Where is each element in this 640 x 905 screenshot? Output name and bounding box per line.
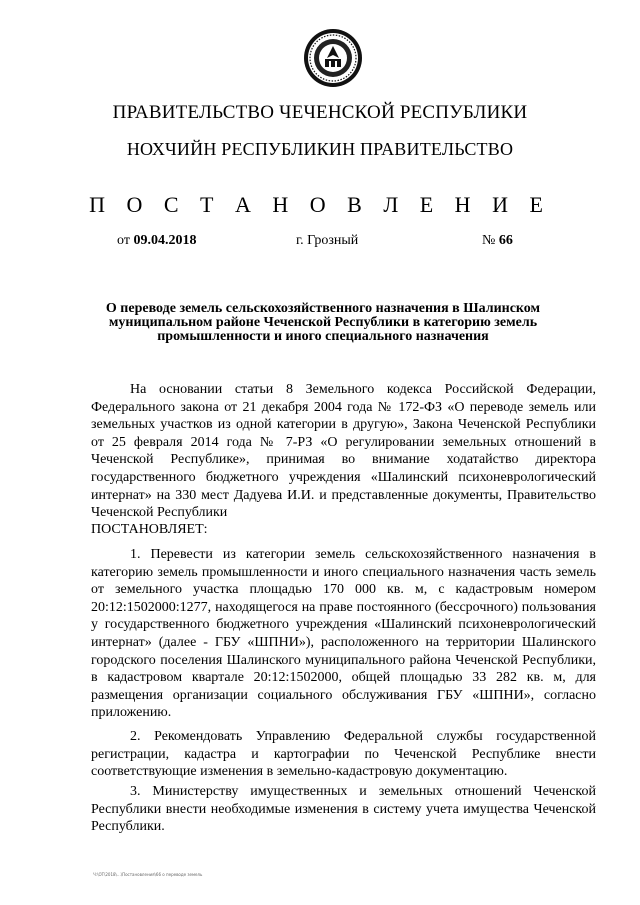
decree-date-value: 09.04.2018: [133, 233, 197, 248]
decree-number: [482, 233, 513, 249]
preamble-paragraph: На основании статьи 8 Земельного кодекса Российской Федерации, Федерального закона от 21 декабря 2004 года № 172-ФЗ «О переводе земель или земельных участков из одной категории в другую», Закона Чеченской Республики от 25 февраля 2014 года № 7-РЗ «О регулировании земельных отношений в Чеченской Республике», принимая во внимание ходатайство директора государственного бюджетного учреждения «Шалинский психоневрологический интернат» на 330 мест Дадуева И.И. и представленные документы, Правительство Чеченской Республики: [91, 382, 596, 521]
clause-2-paragraph: 2. Рекомендовать Управлению Федеральной службы государственной регистрации, кадастра и картографии по Чеченской Республике внести соответствующие изменения в земельно-кадастровую документацию.: [91, 729, 596, 780]
clause-3-paragraph: 3. Министерству имущественных и земельных отношений Чеченской Республики внести необходимые изменения в систему учета имущества Чеченской Республики.: [91, 784, 596, 835]
file-path-footer: Ч:\ОТ\2018\...\Постановления\66 о переводе земель: [93, 872, 203, 877]
decree-number-prefix: №: [482, 233, 499, 248]
chechen-republic-emblem-icon: [303, 28, 363, 88]
decree-date: [117, 233, 196, 249]
decree-number-value: 66: [498, 233, 513, 248]
decree-date-prefix: от: [117, 233, 134, 248]
document-type-title: П О С Т А Н О В Л Е Н И Е: [89, 192, 551, 217]
clause-1-paragraph: 1. Перевести из категории земель сельскохозяйственного назначения в категорию земель промышленности и иного специального назначения часть земель от земельного участка площадью 170 000 кв. м, с кадастровым номером 20:12:1502000:1277, находящегося на праве постоянного (бессрочного) пользования у государственного бюджетного учреждения «Шалинский психоневрологический интернат» (далее - ГБУ «ШПНИ»), расположенного на территории Шалинского городского поселения Шалинского муниципального района Чеченской Республики, в кадастровом квартале 20:12:1502000, общей площадью 33 282 кв. м, для размещения организации социального обслуживания ГБУ «ШПНИ», согласно приложению.: [91, 547, 596, 721]
government-title-russian: ПРАВИТЕЛЬСТВО ЧЕЧЕНСКОЙ РЕСПУБЛИКИ: [112, 102, 528, 123]
decree-city: г. Грозный: [296, 233, 359, 248]
decree-subject: О переводе земель сельскохозяйственного назначения в Шалинском муниципальном районе Чеченской Республики в категорию земель промышленности и иного специального назначения: [105, 301, 541, 344]
resolve-heading: ПОСТАНОВЛЯЕТ:: [91, 522, 208, 537]
government-title-chechen: НОХЧИЙН РЕСПУБЛИКИН ПРАВИТЕЛЬСТВО: [126, 139, 514, 159]
